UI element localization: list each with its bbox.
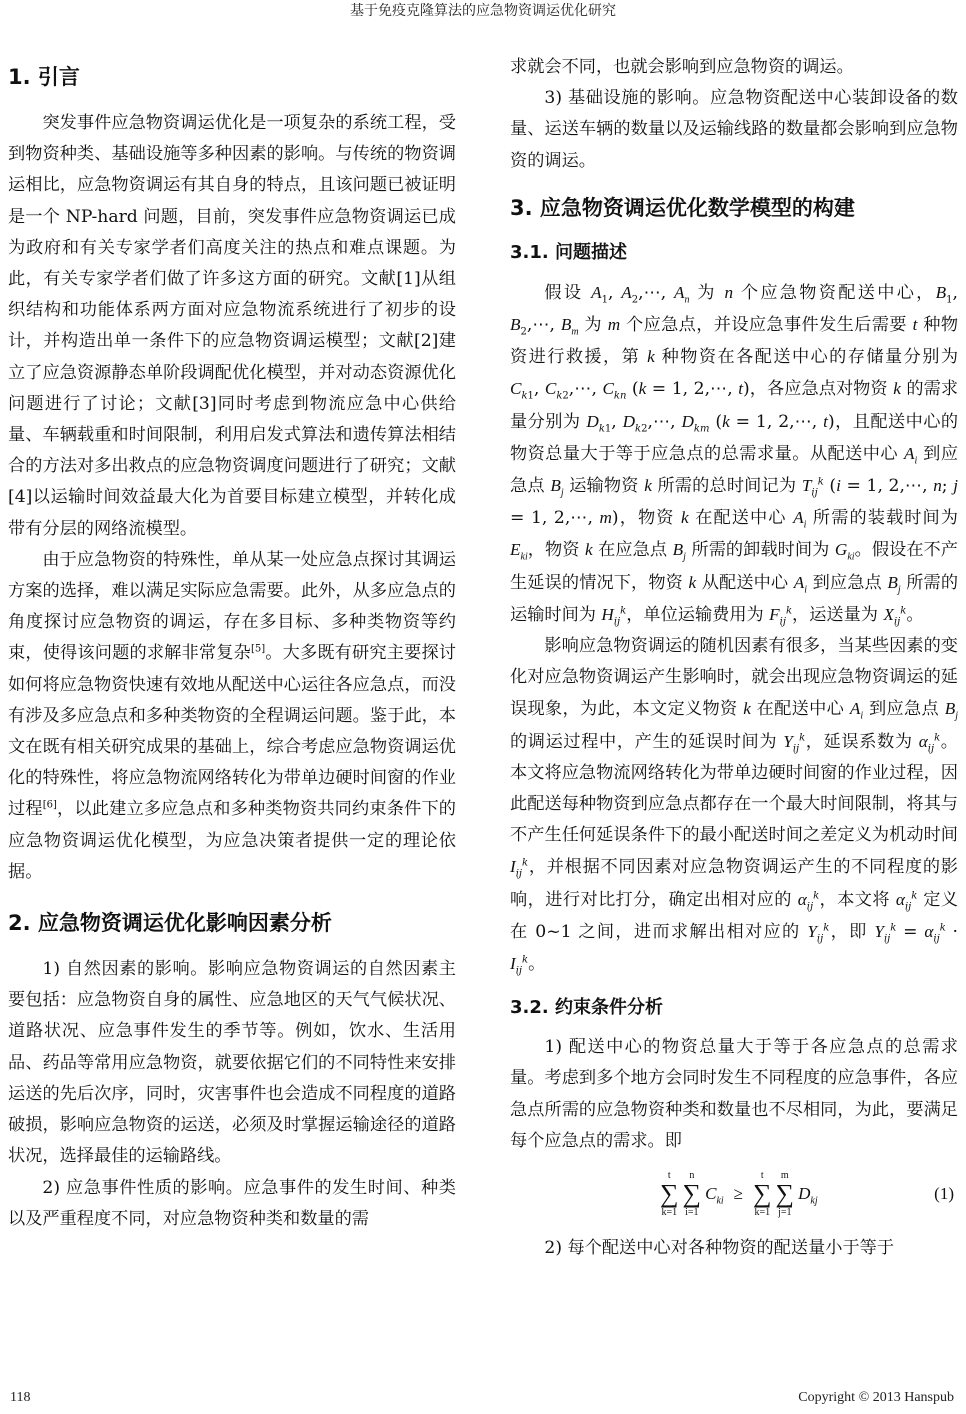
section-3-title: 3. 应急物资调运优化数学模型的构建 <box>510 195 855 220</box>
factor-3-paragraph: 3) 基础设施的影响。应急物资配送中心装卸设备的数量、运送车辆的数量以及运输线路的数量都会影响到应急物资的调运。 <box>510 88 958 171</box>
citation-6: [6] <box>42 799 57 811</box>
running-title: 基于免疫克隆算法的应急物资调运优化研究 <box>350 3 616 19</box>
section-1-title: 1. 引言 <box>8 65 80 89</box>
problem-description-paragraph: 假设 $A_1$, $A_2,\cdots$, $A_n$ 为 n 个应急物资配送中心，$B_1$, $B_2,\cdots$, $B_m$ 为 m 个应急点，并设应急事件发生后需要 t 种物资进行救援，第 k 种物资在各配送中心的存储量分别为 $C_{k1}$, $C_{k2},\cdots$, $C_{kn}$ (k = 1, 2,⋯, t)，各应急点对物资 k 的需求量分别为 $D_{k1}$, $D_{k2},\cdots$, $D_{km}$ (k = 1, 2,⋯, t)，且配送中心的物资总量大于等于应急点的总需求量。从配送中心 $A_i$ 到应急点 $B_j$ 运输物资 k 所需的总时间记为 $T_{ij}^k$ (i = 1, 2,⋯, n; j = 1, 2,⋯, m)，物资 k 在配送中心 $A_i$ 所需的装载时间为 $E_{ki}$，物资 k 在应急点 $B_j$ 所需的卸载时间为 $G_{ki}$。假设在不产生延误的情况下，物资 k 从配送中心 $A_i$ 到应急点 $B_j$ 所需的运输时间为 $H_{ij}^k$，单位运输费用为 $F_{ij}^k$，运送量为 $X_{ij}^k$。 <box>510 282 959 628</box>
intro-paragraph-2: 由于应急物资的特殊性，单从某一处应急点探讨其调运方案的选择，难以满足实际应急需要。此外，从多应急点的角度探讨应急物资的调运，存在多目标、多种类物资等约束，使得该问题的求解非常复杂[5]。大多既有研究主要探讨如何将应急物资快速有效地从配送中心运往各应急点，而没有涉及多应急点和多种类物资的全程调运问题。鉴于此，本文在既有相关研究成果的基础上，综合考虑应急物资调运优化的特殊性，将应急物流网络转化为带单边硬时间窗的作业过程[6]，以此建立多应急点和多种类物资共同约束条件下的应急物资调运优化模型，为应急决策者提供一定的理论依据。 <box>8 549 456 882</box>
equation-1-number: (1) <box>934 1184 954 1204</box>
section-3-1-title: 3.1. 问题描述 <box>510 241 627 263</box>
factor-1-paragraph: 1) 自然因素的影响。影响应急物资调运的自然因素主要包括：应急物资自身的属性、应急地区的天气气候状况、道路状况、应急事件发生的季节等。例如，饮水、生活用品、药品等常用应急物资，就要依据它们的不同特性来安排运送的先后次序，同时，灾害事件也会造成不同程度的道路破损，影响应急物资的运送，必须及时掌握运输途径的道路状况，选择最佳的运输路线。 <box>8 959 456 1167</box>
section-3-2-title: 3.2. 约束条件分析 <box>510 997 663 1019</box>
factor-2-paragraph-end: 求就会不同，也就会影响到应急物资的调运。 <box>510 57 854 77</box>
citation-5: [5] <box>250 643 266 655</box>
random-factors-paragraph: 影响应急物资调运的随机因素有很多，当某些因素的变化对应急物资调运产生影响时，就会出现应急物资调运的延误现象，为此，本文定义物资 k 在配送中心 $A_i$ 到应急点 $B_j$ 的调运过程中，产生的延误时间为 $Y_{ij}^k$，延误系数为 $\alpha_{ij}^k$。本文将应急物流网络转化为带单边硬时间窗的作业过程，因此配送每种物资到应急点都存在一个最大时间限制，将其与不产生任何延误条件下的最小配送时间之差定义为机动时间 $I_{ij}^k$，并根据不同因素对应急物资调运产生的不同程度的影响，进行对比打分，确定出相对应的 $\alpha_{ij}^k$，本文将 $\alpha_{ij}^k$ 定义在 0~1 之间，进而求解出相对应的 $Y_{ij}^k$，即 $Y_{ij}^k = \alpha_{ij}^k \cdot I_{ij}^k$。 <box>510 636 959 977</box>
constraint-2-paragraph-start: 2) 每个配送中心对各种物资的配送量小于等于 <box>544 1238 895 1259</box>
left-column <box>8 52 456 1235</box>
constraint-1-paragraph: 1) 配送中心的物资总量大于等于各应急点的总需求量。考虑到多个地方会同时发生不同程度的应急事件，各应急点所需的应急物资种类和数量也不尽相同，为此，要满足每个应急点的需求。即 <box>510 1037 958 1151</box>
copyright-notice: Copyright © 2013 Hanspub <box>798 1390 954 1405</box>
intro-paragraph-1: 突发事件应急物资调运优化是一项复杂的系统工程，受到物资种类、基础设施等多种因素的影响。与传统的物资调运相比，应急物资调运有其自身的特点，且该问题已被证明是一个 NP-hard 问题，目前，突发事件应急物资调运已成为政府和有关专家学者们高度关注的热点和难点课题。为此，有关专家学者们做了许多这方面的研究。文献[1]从组织结构和功能体系两方面对应急物流系统进行了初步的设计，并构造出单一条件下的应急物资调运模型；文献[2]建立了应急资源静态单阶段调配优化模型，并对动态资源优化问题进行了讨论；文献[3]同时考虑到物流应急中心供给量、车辆载重和时间限制，利用启发式算法和遗传算法相结合的方法对多出救点的应急物资调度问题进行了研究；文献[4]以运输时间效益最大化为首要目标建立模型，并转化成带有分层的网络流模型。 <box>8 113 456 539</box>
factor-2-paragraph-start: 2) 应急事件性质的影响。应急事件的发生时间、种类以及严重程度不同，对应急物资种类和数量的需 <box>8 1177 456 1229</box>
page-number: 118 <box>10 1390 31 1405</box>
equation-1-body: t ∑ k=1 n ∑ i=1 $C_{ki}$ ≥ t ∑ k=1 m ∑ j=1 $D_{kj}$ <box>660 1170 818 1219</box>
right-column <box>510 52 958 1264</box>
equation-1 <box>510 1161 958 1227</box>
section-2-title: 2. 应急物资调运优化影响因素分析 <box>8 911 332 936</box>
